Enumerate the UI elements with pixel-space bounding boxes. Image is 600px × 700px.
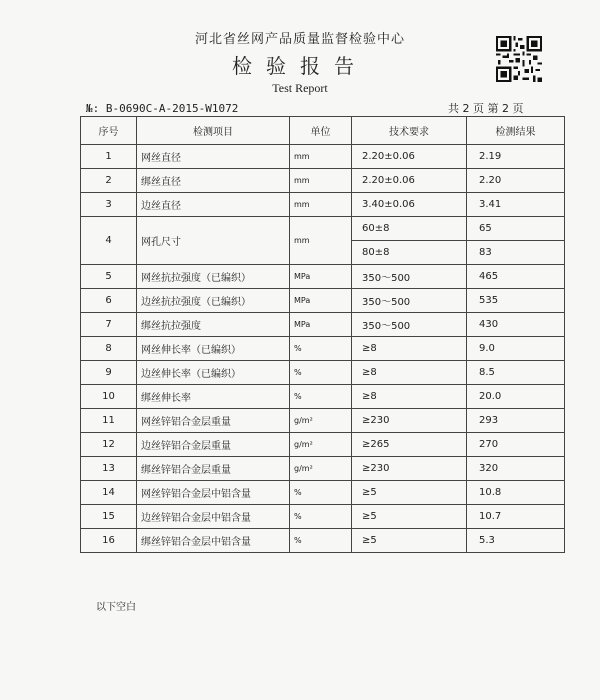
result: 320	[467, 457, 565, 481]
unit: mm	[290, 217, 352, 265]
table-row	[81, 289, 565, 313]
table-row	[81, 505, 565, 529]
unit: MPa	[290, 313, 352, 337]
page-count: 共 2 页 第 2 页	[448, 102, 524, 115]
result: 535	[467, 289, 565, 313]
row-number: 9	[81, 361, 137, 385]
table-row	[81, 433, 565, 457]
row-number: 8	[81, 337, 137, 361]
column-header-requirement: 技术要求	[352, 117, 467, 145]
column-header-no: 序号	[81, 117, 137, 145]
table-row	[81, 169, 565, 193]
test-item: 边丝锌铝合金层重量	[137, 433, 290, 457]
table-row	[81, 385, 565, 409]
result: 8.5	[467, 361, 565, 385]
result: 2.19	[467, 145, 565, 169]
table-row	[81, 529, 565, 553]
table-row	[81, 313, 565, 337]
row-number: 4	[81, 217, 137, 265]
requirement: 2.20±0.06	[352, 145, 467, 169]
requirement: 350～500	[352, 313, 467, 337]
result: 65	[467, 217, 565, 241]
column-header-result: 检测结果	[467, 117, 565, 145]
row-number: 15	[81, 505, 137, 529]
unit: g/m²	[290, 457, 352, 481]
table-row	[81, 457, 565, 481]
report-number	[86, 102, 238, 115]
result: 10.7	[467, 505, 565, 529]
test-item: 边丝锌铝合金层中铝含量	[137, 505, 290, 529]
requirement: ≥8	[352, 337, 467, 361]
qr-code-icon	[496, 36, 542, 82]
result: 9.0	[467, 337, 565, 361]
result: 20.0	[467, 385, 565, 409]
unit: %	[290, 481, 352, 505]
row-number: 1	[81, 145, 137, 169]
unit: mm	[290, 169, 352, 193]
test-item: 网丝锌铝合金层重量	[137, 409, 290, 433]
unit: mm	[290, 145, 352, 169]
requirement: 350～500	[352, 265, 467, 289]
requirement: ≥5	[352, 505, 467, 529]
requirement: ≥230	[352, 409, 467, 433]
table-row	[81, 337, 565, 361]
test-item: 绑丝锌铝合金层重量	[137, 457, 290, 481]
result: 270	[467, 433, 565, 457]
table-row	[81, 217, 565, 241]
test-item: 网丝伸长率（已编织）	[137, 337, 290, 361]
test-item: 边丝抗拉强度（已编织）	[137, 289, 290, 313]
result: 465	[467, 265, 565, 289]
requirement: 80±8	[352, 241, 467, 265]
test-item: 网丝锌铝合金层中铝含量	[137, 481, 290, 505]
test-results-table	[80, 116, 565, 553]
row-number: 3	[81, 193, 137, 217]
table-row	[81, 193, 565, 217]
unit: g/m²	[290, 409, 352, 433]
test-item: 绑丝抗拉强度	[137, 313, 290, 337]
row-number: 14	[81, 481, 137, 505]
result: 293	[467, 409, 565, 433]
row-number: 6	[81, 289, 137, 313]
requirement: 2.20±0.06	[352, 169, 467, 193]
row-number: 11	[81, 409, 137, 433]
test-item: 网丝抗拉强度（已编织）	[137, 265, 290, 289]
column-header-unit: 单位	[290, 117, 352, 145]
table-header-row	[81, 117, 565, 145]
requirement: ≥230	[352, 457, 467, 481]
result: 83	[467, 241, 565, 265]
requirement: ≥265	[352, 433, 467, 457]
row-number: 16	[81, 529, 137, 553]
blank-below-note: 以下空白	[96, 602, 136, 613]
test-item: 网丝直径	[137, 145, 290, 169]
test-item: 网孔尺寸	[137, 217, 290, 265]
result: 10.8	[467, 481, 565, 505]
organization-name: 河北省丝网产品质量监督检验中心	[194, 32, 405, 47]
report-number-label: №:	[86, 102, 100, 115]
unit: %	[290, 529, 352, 553]
unit: %	[290, 505, 352, 529]
unit: %	[290, 361, 352, 385]
page-subtitle: Test Report	[272, 81, 328, 95]
result: 5.3	[467, 529, 565, 553]
column-header-item: 检测项目	[137, 117, 290, 145]
test-item: 绑丝锌铝合金层中铝含量	[137, 529, 290, 553]
result: 430	[467, 313, 565, 337]
test-item: 边丝直径	[137, 193, 290, 217]
requirement: 350～500	[352, 289, 467, 313]
row-number: 7	[81, 313, 137, 337]
table-row	[81, 265, 565, 289]
result: 3.41	[467, 193, 565, 217]
table-row	[81, 145, 565, 169]
row-number: 13	[81, 457, 137, 481]
requirement: 3.40±0.06	[352, 193, 467, 217]
table-row	[81, 481, 565, 505]
page-title: 检验报告	[232, 54, 368, 78]
unit: %	[290, 385, 352, 409]
test-item: 边丝伸长率（已编织）	[137, 361, 290, 385]
row-number: 10	[81, 385, 137, 409]
test-item: 绑丝伸长率	[137, 385, 290, 409]
report-number-value: B-0690C-A-2015-W1072	[105, 102, 239, 115]
unit: g/m²	[290, 433, 352, 457]
requirement: ≥8	[352, 385, 467, 409]
requirement: 60±8	[352, 217, 467, 241]
table-row	[81, 409, 565, 433]
result: 2.20	[467, 169, 565, 193]
unit: %	[290, 337, 352, 361]
row-number: 12	[81, 433, 137, 457]
row-number: 2	[81, 169, 137, 193]
unit: MPa	[290, 289, 352, 313]
row-number: 5	[81, 265, 137, 289]
requirement: ≥8	[352, 361, 467, 385]
table-row	[81, 361, 565, 385]
unit: mm	[290, 193, 352, 217]
unit: MPa	[290, 265, 352, 289]
requirement: ≥5	[352, 481, 467, 505]
requirement: ≥5	[352, 529, 467, 553]
test-item: 绑丝直径	[137, 169, 290, 193]
